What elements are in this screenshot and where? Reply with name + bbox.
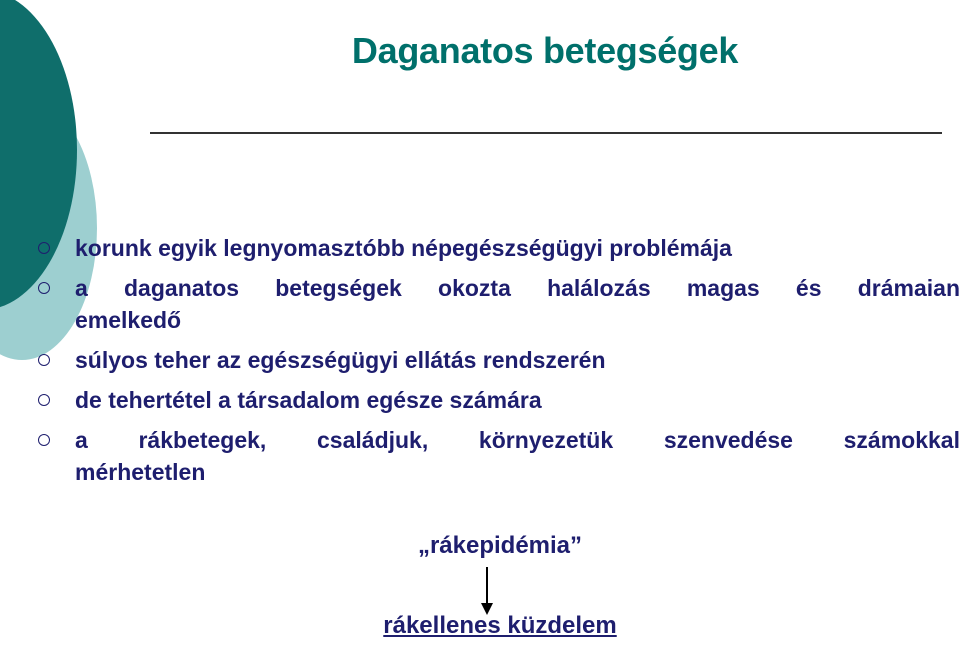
- bullet-text: korunk egyik legnyomasztóbb népegészségügyi problémája: [75, 235, 732, 261]
- arrow-down-icon: [478, 567, 496, 617]
- bullet-circle-icon: [38, 282, 50, 294]
- title-divider: [150, 132, 942, 134]
- bullet-circle-icon: [38, 434, 50, 446]
- epidemic-label: „rákepidémia”: [417, 532, 583, 559]
- bullet-list: [38, 232, 960, 496]
- fight-label: rákellenes küzdelem: [383, 612, 617, 639]
- bullet-text: a rákbetegek, családjuk, környezetük szenvedése számokkal mérhetetlen: [75, 427, 960, 485]
- bullet-item: [38, 384, 960, 416]
- page-title: Daganatos betegségek: [351, 30, 739, 71]
- bullet-circle-icon: [38, 242, 50, 254]
- bullet-text: a daganatos betegségek okozta halálozás magas és drámaian emelkedő: [75, 275, 960, 333]
- bullet-item: [38, 272, 960, 336]
- bullet-text: de tehertétel a társadalom egésze számára: [75, 387, 542, 413]
- bullet-item: [38, 232, 960, 264]
- bullet-item: [38, 424, 960, 488]
- bullet-circle-icon: [38, 354, 50, 366]
- bullet-circle-icon: [38, 394, 50, 406]
- bullet-item: [38, 344, 960, 376]
- bullet-text: súlyos teher az egészségügyi ellátás rendszerén: [75, 347, 606, 373]
